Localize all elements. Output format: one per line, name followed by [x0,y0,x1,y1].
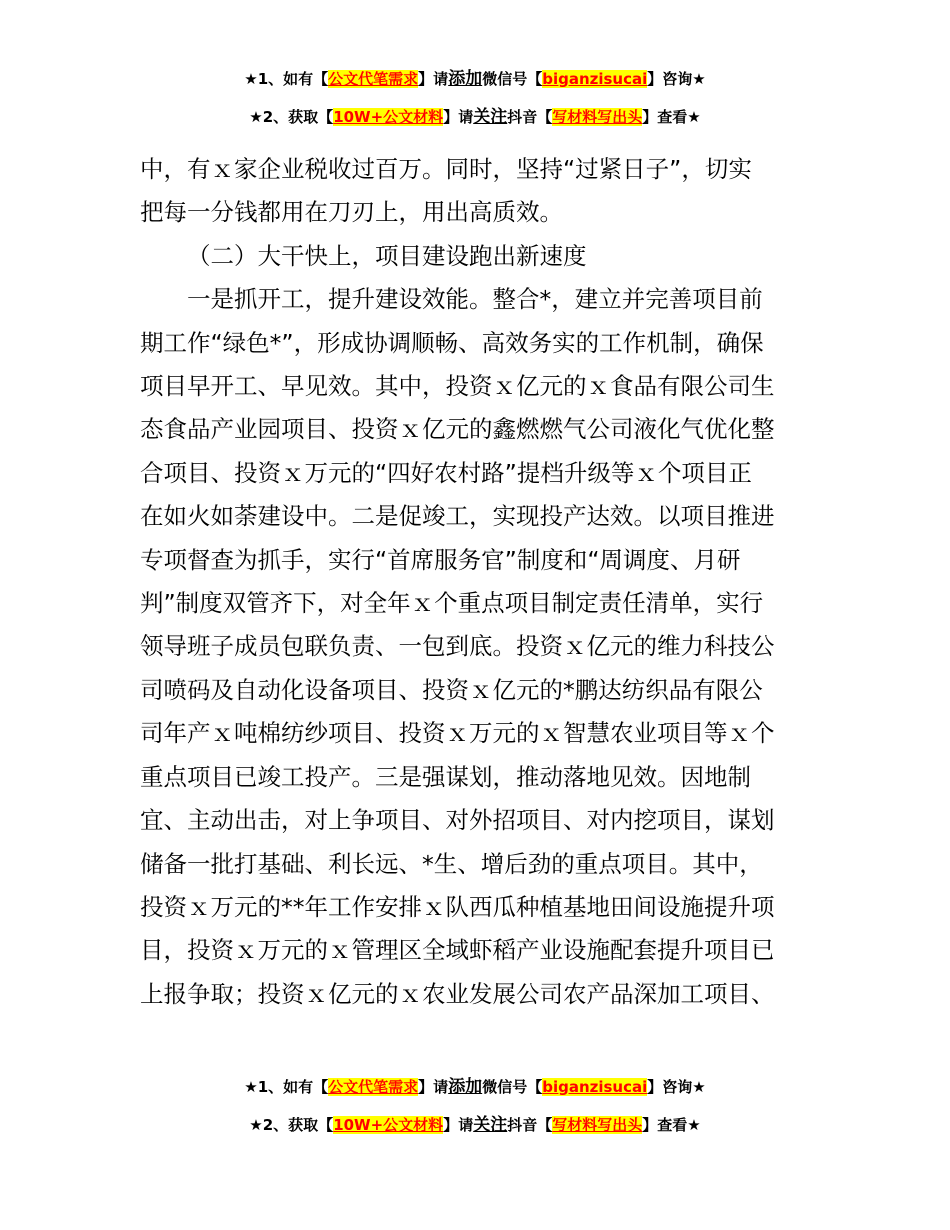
body-line: 领导班子成员包联负责、一包到底。投资ｘ亿元的维力科技公 [140,632,775,661]
header-line1-prefix: ★1、如有【 [244,70,329,88]
body-line: 宜、主动出击，对上争项目、对外招项目、对内挖项目，谋划 [140,806,775,835]
body-line: 司喷码及自动化设备项目、投资ｘ亿元的*鹏达纺织品有限公 [140,675,763,704]
body-line: 把每一分钱都用在刀刃上，用出高质效。 [140,198,563,227]
body-line: 中，有ｘ家企业税收过百万。同时，坚持“过紧日子”，切实 [140,155,752,183]
footer-line1-suffix: 】咨询★ [647,1078,706,1096]
footer-line1-prefix: ★1、如有【 [244,1078,329,1096]
section-heading: （二）大干快上，项目建设跑出新速度 [187,241,587,270]
header-line2-suffix: 】查看★ [642,108,701,126]
header-line2-prefix: ★2、获取【 [249,108,334,126]
header-line2-underlined: 关注 [473,107,508,127]
header-ad-line-2 [0,105,950,129]
footer-line2-mid-2: 抖音【 [507,1116,553,1134]
header-line2-highlight-1: 10W+公文材料 [333,108,444,126]
body-line: 合项目、投资ｘ万元的“四好农村路”提档升级等ｘ个项目正 [140,458,752,487]
footer-line1-underlined: 添加 [448,1077,483,1097]
footer-line2-suffix: 】查看★ [642,1116,701,1134]
footer-line1-highlight-1: 公文代笔需求 [328,1078,419,1096]
footer-line2-prefix: ★2、获取【 [249,1116,334,1134]
header-line2-mid-1: 】请 [443,108,474,126]
header-line2-highlight-2: 写材料写出头 [552,108,643,126]
body-line: 在如火如荼建设中。二是促竣工，实现投产达效。以项目推进 [140,502,775,531]
header-line2-mid-2: 抖音【 [507,108,553,126]
footer-ad-line-1 [0,1075,950,1099]
footer-line2-highlight-2: 写材料写出头 [552,1116,643,1134]
body-line: 储备一批打基础、利长远、*生、增后劲的重点项目。其中， [140,849,763,878]
body-line: 项目早开工、早见效。其中，投资ｘ亿元的ｘ食品有限公司生 [140,372,775,401]
footer-line2-underlined: 关注 [473,1115,508,1135]
header-ad-line-1 [0,67,950,91]
header-line1-mid-2: 微信号【 [482,70,543,88]
footer-line1-mid-2: 微信号【 [482,1078,543,1096]
header-line1-highlight-1: 公文代笔需求 [328,70,419,88]
body-line: 司年产ｘ吨棉纺纱项目、投资ｘ万元的ｘ智慧农业项目等ｘ个 [140,719,775,748]
header-line1-mid-1: 】请 [418,70,449,88]
footer-line2-mid-1: 】请 [443,1116,474,1134]
header-line1-underlined: 添加 [448,69,483,89]
body-line: 态食品产业园项目、投资ｘ亿元的鑫燃燃气公司液化气优化整 [140,415,775,444]
footer-line1-highlight-2: biganzisucai [542,1078,648,1096]
body-line: 重点项目已竣工投产。三是强谋划，推动落地见效。因地制 [140,762,751,791]
footer-ad-line-2 [0,1113,950,1137]
body-line: 专项督查为抓手，实行“首席服务官”制度和“周调度、月研 [140,545,741,574]
document-body [140,148,820,1016]
body-line: 目，投资ｘ万元的ｘ管理区全域虾稻产业设施配套提升项目已 [140,936,775,965]
body-line: 上报争取；投资ｘ亿元的ｘ农业发展公司农产品深加工项目、 [140,979,775,1008]
footer-line2-highlight-1: 10W+公文材料 [333,1116,444,1134]
footer-line1-mid-1: 】请 [418,1078,449,1096]
body-line: 一是抓开工，提升建设效能。整合*，建立并完善项目前 [187,285,763,314]
body-line: 投资ｘ万元的**年工作安排ｘ队西瓜种植基地田间设施提升项 [140,892,775,921]
body-line: 判”制度双管齐下，对全年ｘ个重点项目制定责任清单，实行 [140,589,764,618]
header-line1-highlight-2: biganzisucai [542,70,648,88]
header-line1-suffix: 】咨询★ [647,70,706,88]
body-line: 期工作“绿色*”，形成协调顺畅、高效务实的工作机制，确保 [140,328,764,357]
